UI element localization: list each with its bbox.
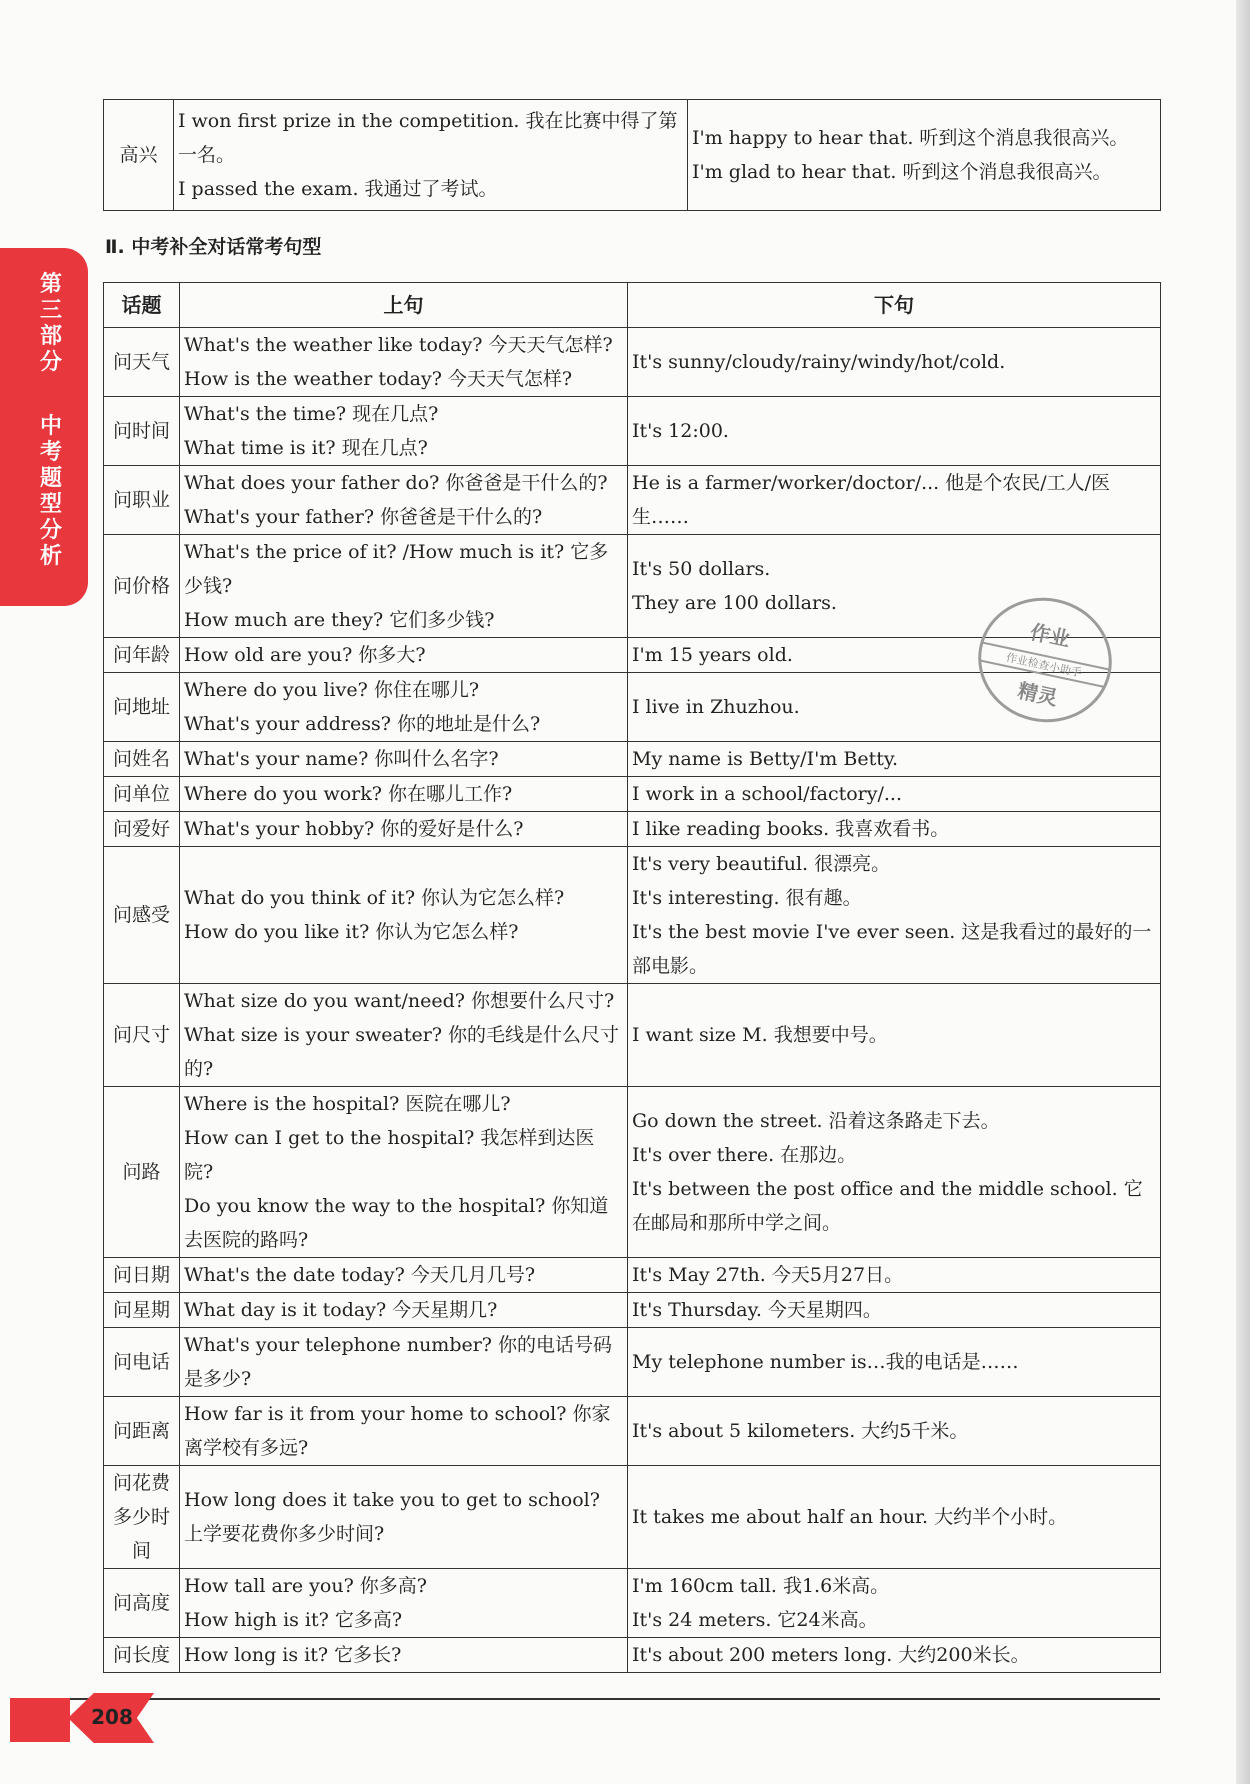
question-cell [180,1569,628,1638]
answer-line: It's very beautiful. 很漂亮。 [632,853,891,875]
question-cell [180,1638,628,1673]
side-tab-title: 中考题型分析 [39,414,62,569]
answer-cell [628,1328,1161,1397]
answer-line: It's May 27th. 今天5月27日。 [632,1264,904,1286]
top-table [103,99,1161,211]
answer-line: It's about 200 meters long. 大约200米长。 [632,1644,1030,1666]
topic-cell: 问地址 [104,673,180,742]
header-question: 上句 [180,283,628,328]
table-row [104,1293,1161,1328]
answer-line: It's interesting. 很有趣。 [632,887,862,909]
question-cell [180,812,628,847]
section-title: Ⅱ. 中考补全对话常考句型 [105,236,322,258]
answer-cell [688,100,1161,211]
question-cell [180,1258,628,1293]
topic-cell: 问尺寸 [104,984,180,1087]
table-row [104,984,1161,1087]
answer-line: It takes me about half an hour. 大约半个小时。 [632,1506,1068,1528]
question-line: How far is it from your home to school? 你家离学校有多远? [184,1403,611,1459]
question-line: Do you know the way to the hospital? 你知道去医院的路吗? [184,1195,609,1251]
question-cell [180,1293,628,1328]
question-line: Where do you live? 你住在哪儿? [184,679,480,701]
answer-cell [628,1466,1161,1569]
answer-line: I live in Zhuzhou. [632,696,800,718]
question-line: What's the weather like today? 今天天气怎样? [184,334,613,356]
answer-cell [628,984,1161,1087]
answer-line: My telephone number is…我的电话是…… [632,1351,1019,1373]
answer-line: They are 100 dollars. [632,592,837,614]
table-row [104,742,1161,777]
question-line: What's the date today? 今天几月几号? [184,1264,536,1286]
answer-line: My name is Betty/I'm Betty. [632,748,899,770]
answer-line: It's about 5 kilometers. 大约5千米。 [632,1420,969,1442]
topic-cell: 问路 [104,1087,180,1258]
table-row [104,812,1161,847]
question-cell [180,673,628,742]
table-row [104,777,1161,812]
question-cell [180,466,628,535]
table-row [104,397,1161,466]
question-cell [180,1466,628,1569]
answer-line: It's the best movie I've ever seen. 这是我看过的最好的一部电影。 [632,921,1152,977]
answer-line: I want size M. 我想要中号。 [632,1024,888,1046]
topic-cell: 问价格 [104,535,180,638]
header-answer: 下句 [628,283,1161,328]
topic-cell: 问日期 [104,1258,180,1293]
question-line: What day is it today? 今天星期几? [184,1299,498,1321]
topic-cell: 问距离 [104,1397,180,1466]
answer-cell [628,1569,1161,1638]
answer-line: It's 50 dollars. [632,558,771,580]
answer-line: He is a farmer/worker/doctor/... 他是个农民/工人/医生…… [632,472,1111,528]
question-line: How old are you? 你多大? [184,644,426,666]
question-line: What's your hobby? 你的爱好是什么? [184,818,524,840]
question-cell [180,1328,628,1397]
answer-line: I like reading books. 我喜欢看书。 [632,818,950,840]
topic-cell: 问长度 [104,1638,180,1673]
table-row [104,1638,1161,1673]
question-cell [180,535,628,638]
answer-cell [628,1258,1161,1293]
question-line: What's your telephone number? 你的电话号码是多少? [184,1334,613,1390]
question-line: How do you like it? 你认为它怎么样? [184,921,519,943]
question-cell [180,984,628,1087]
topic-cell: 问年龄 [104,638,180,673]
question-line: What time is it? 现在几点? [184,437,428,459]
question-line: What's the price of it? /How much is it? 它多少钱? [184,541,609,597]
table-row [104,466,1161,535]
table-row [104,1397,1161,1466]
table-row [104,1466,1161,1569]
footer-accent [10,1698,70,1742]
answer-line: I'm 15 years old. [632,644,793,666]
question-cell [180,1397,628,1466]
answer-line: Go down the street. 沿着这条路走下去。 [632,1110,1000,1132]
side-tab-part: 第三部分 [39,272,62,375]
answer-line: It's sunny/cloudy/rainy/windy/hot/cold. [632,351,1006,373]
table-row [104,328,1161,397]
question-cell [180,777,628,812]
question-cell [180,1087,628,1258]
question-line: What does your father do? 你爸爸是干什么的? [184,472,608,494]
dialogue-table [103,282,1161,1673]
question-line: How is the weather today? 今天天气怎样? [184,368,573,390]
answer-cell [628,812,1161,847]
question-line: What's your name? 你叫什么名字? [184,748,499,770]
table-row [104,847,1161,984]
question-cell [180,742,628,777]
question-line: What do you think of it? 你认为它怎么样? [184,887,565,909]
topic-cell: 问时间 [104,397,180,466]
answer-cell [628,397,1161,466]
answer-cell [628,847,1161,984]
question-cell [174,100,688,211]
question-line: I won first prize in the competition. 我在比赛中得了第一名。 [178,110,678,166]
answer-cell [628,1293,1161,1328]
answer-cell [628,1397,1161,1466]
page-edge [1236,0,1250,1784]
question-line: How tall are you? 你多高? [184,1575,427,1597]
topic-cell: 问花费多少时间 [104,1466,180,1569]
table-row [104,1258,1161,1293]
table-row [104,1087,1161,1258]
topic-cell: 问单位 [104,777,180,812]
topic-cell: 高兴 [104,100,174,211]
answer-line: It's 24 meters. 它24米高。 [632,1609,878,1631]
topic-cell: 问爱好 [104,812,180,847]
answer-cell [628,328,1161,397]
topic-cell: 问高度 [104,1569,180,1638]
question-line: Where do you work? 你在哪儿工作? [184,783,513,805]
question-line: What's your address? 你的地址是什么? [184,713,541,735]
answer-cell [628,466,1161,535]
footer-line [10,1698,1160,1700]
question-line: How long is it? 它多长? [184,1644,402,1666]
stamp-top-text: 作业 [1028,619,1073,652]
question-line: Where is the hospital? 医院在哪儿? [184,1093,511,1115]
answer-cell [628,1638,1161,1673]
header-topic: 话题 [104,283,180,328]
question-line: How can I get to the hospital? 我怎样到达医院? [184,1127,595,1183]
table-row [104,1328,1161,1397]
table-row [104,100,1161,211]
topic-cell: 问星期 [104,1293,180,1328]
stamp-bottom-text: 精灵 [1015,678,1060,711]
question-line: What size is your sweater? 你的毛线是什么尺寸的? [184,1024,620,1080]
table-header-row [104,283,1161,328]
question-line: What's the time? 现在几点? [184,403,439,425]
question-cell [180,847,628,984]
question-cell [180,397,628,466]
answer-cell [628,742,1161,777]
section-side-tab [0,248,88,606]
page-number: 208 [91,1705,133,1729]
answer-line: I'm glad to hear that. 听到这个消息我很高兴。 [692,161,1112,183]
topic-cell: 问感受 [104,847,180,984]
question-line: How high is it? 它多高? [184,1609,403,1631]
question-line: What's your father? 你爸爸是干什么的? [184,506,543,528]
answer-line: It's over there. 在那边。 [632,1144,857,1166]
answer-cell [628,1087,1161,1258]
stamp-middle-text: 作业检查小助手 [979,642,1108,688]
topic-cell: 问姓名 [104,742,180,777]
topic-cell: 问职业 [104,466,180,535]
table-row [104,1569,1161,1638]
question-line: What size do you want/need? 你想要什么尺寸? [184,990,615,1012]
question-line: I passed the exam. 我通过了考试。 [178,178,498,200]
answer-line: It's 12:00. [632,420,729,442]
question-cell [180,638,628,673]
topic-cell: 问电话 [104,1328,180,1397]
question-line: How long does it take you to get to school? 上学要花费你多少时间? [184,1489,600,1545]
answer-line: It's Thursday. 今天星期四。 [632,1299,882,1321]
answer-line: It's between the post office and the middle school. 它在邮局和那所中学之间。 [632,1178,1143,1234]
answer-line: I'm happy to hear that. 听到这个消息我很高兴。 [692,127,1129,149]
answer-line: I'm 160cm tall. 我1.6米高。 [632,1575,890,1597]
question-line: How much are they? 它们多少钱? [184,609,495,631]
answer-cell [628,777,1161,812]
topic-cell: 问天气 [104,328,180,397]
answer-line: I work in a school/factory/... [632,783,902,805]
question-cell [180,328,628,397]
